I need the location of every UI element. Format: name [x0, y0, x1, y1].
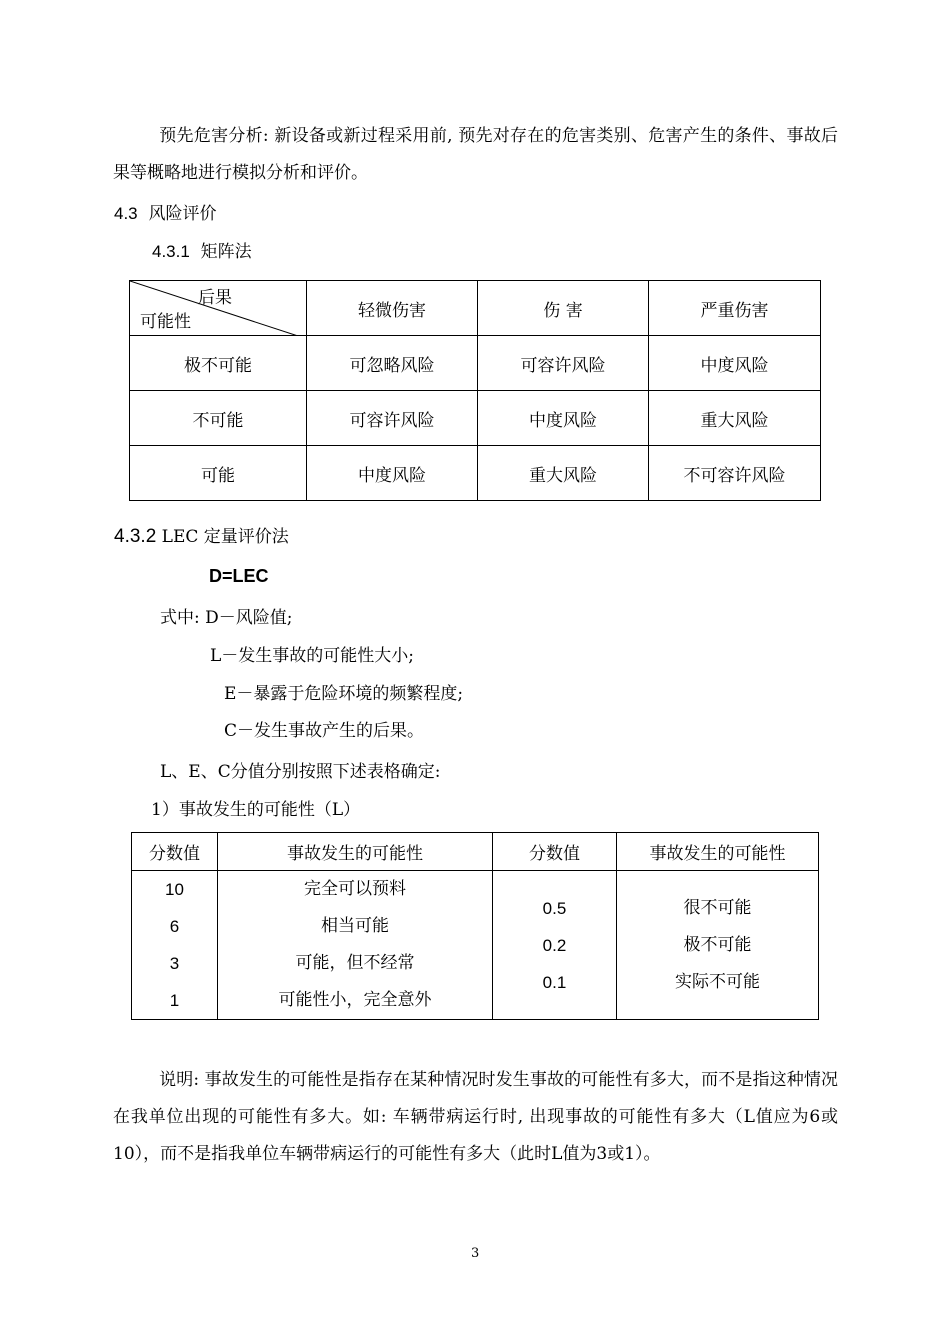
section-title: 矩阵法 [200, 242, 252, 262]
matrix-row [130, 391, 821, 446]
likelihood-desc: 极不可能 [683, 934, 752, 955]
matrix-cell: 可容许风险 [478, 336, 649, 391]
column-header: 事故发生的可能性 [218, 833, 493, 871]
matrix-header-likelihood: 可能性 [140, 312, 191, 332]
page-number: 3 [471, 1246, 480, 1261]
score-value: 1 [169, 991, 180, 1010]
intro-paragraph [113, 118, 838, 192]
matrix-header-consequence: 后果 [198, 288, 232, 308]
note-paragraph [113, 1062, 838, 1173]
left-desc-cell [218, 871, 493, 1020]
formula: D=LEC [209, 566, 269, 586]
matrix-cell: 可忽略风险 [307, 336, 478, 391]
matrix-column-header: 轻微伤害 [307, 281, 478, 336]
score-value: 6 [169, 917, 180, 936]
section-heading-4-3-2 [114, 526, 289, 548]
matrix-cell: 不可容许风险 [649, 446, 821, 501]
definition-l: L－发生事故的可能性大小; [210, 646, 415, 666]
section-title: 风险评价 [148, 204, 217, 224]
section-number: 4.3.2 [114, 526, 157, 547]
column-header: 分数值 [132, 833, 218, 871]
likelihood-desc: 可能性小，完全意外 [278, 990, 432, 1010]
matrix-column-header: 伤 害 [478, 281, 649, 336]
likelihood-desc: 实际不可能 [675, 971, 760, 992]
left-scores-cell [132, 871, 218, 1020]
likelihood-desc: 很不可能 [683, 897, 752, 918]
matrix-row-label: 不可能 [130, 391, 307, 446]
section-title: LEC 定量评价法 [161, 527, 289, 547]
section-heading-4-3 [114, 204, 216, 224]
risk-matrix-table [129, 280, 821, 501]
score-value: 0.5 [542, 898, 567, 918]
likelihood-desc: 可能，但不经常 [295, 953, 415, 973]
table1-title: 1）事故发生的可能性（L） [151, 800, 361, 820]
section-number: 4.3.1 [152, 242, 190, 261]
matrix-row [130, 446, 821, 501]
matrix-cell: 中度风险 [307, 446, 478, 501]
definition-d: 式中: D－风险值; [160, 608, 293, 628]
score-value: 3 [169, 954, 180, 973]
score-value: 0.2 [542, 935, 567, 955]
matrix-cell: 中度风险 [649, 336, 821, 391]
column-header: 事故发生的可能性 [617, 833, 819, 871]
matrix-row-label: 极不可能 [130, 336, 307, 391]
score-value: 0.1 [542, 972, 567, 992]
matrix-cell: 重大风险 [649, 391, 821, 446]
likelihood-desc: 相当可能 [321, 916, 389, 936]
matrix-column-header: 严重伤害 [649, 281, 821, 336]
matrix-row-label: 可能 [130, 446, 307, 501]
matrix-cell: 重大风险 [478, 446, 649, 501]
note-text: 说明: 事故发生的可能性是指存在某种情况时发生事故的可能性有多大，而不是指这种情况在我单位出现的可能性有多大。如: 车辆带病运行时, 出现事故的可能性有多大（L值应为6或10），而不是指我单位车辆带病运行的可能性有多大（此时L值为3或1）。 [113, 1070, 838, 1164]
column-header: 分数值 [493, 833, 617, 871]
definition-c: C－发生事故产生的后果。 [224, 721, 425, 741]
matrix-corner-cell [130, 281, 307, 336]
score-value: 10 [165, 880, 184, 899]
matrix-cell: 可容许风险 [307, 391, 478, 446]
matrix-cell: 中度风险 [478, 391, 649, 446]
section-heading-4-3-1 [152, 242, 252, 262]
matrix-row [130, 336, 821, 391]
right-scores-cell [493, 871, 617, 1020]
section-number: 4.3 [114, 204, 138, 223]
definition-e: E－暴露于危险环境的频繁程度; [224, 684, 464, 704]
likelihood-table [131, 832, 819, 1020]
intro-text: 预先危害分析: 新设备或新过程采用前, 预先对存在的危害类别、危害产生的条件、事故后果等概略地进行模拟分析和评价。 [113, 126, 838, 183]
lec-intro: L、E、C分值分别按照下述表格确定: [160, 762, 441, 782]
right-desc-cell [617, 871, 819, 1020]
likelihood-desc: 完全可以预料 [304, 879, 406, 899]
